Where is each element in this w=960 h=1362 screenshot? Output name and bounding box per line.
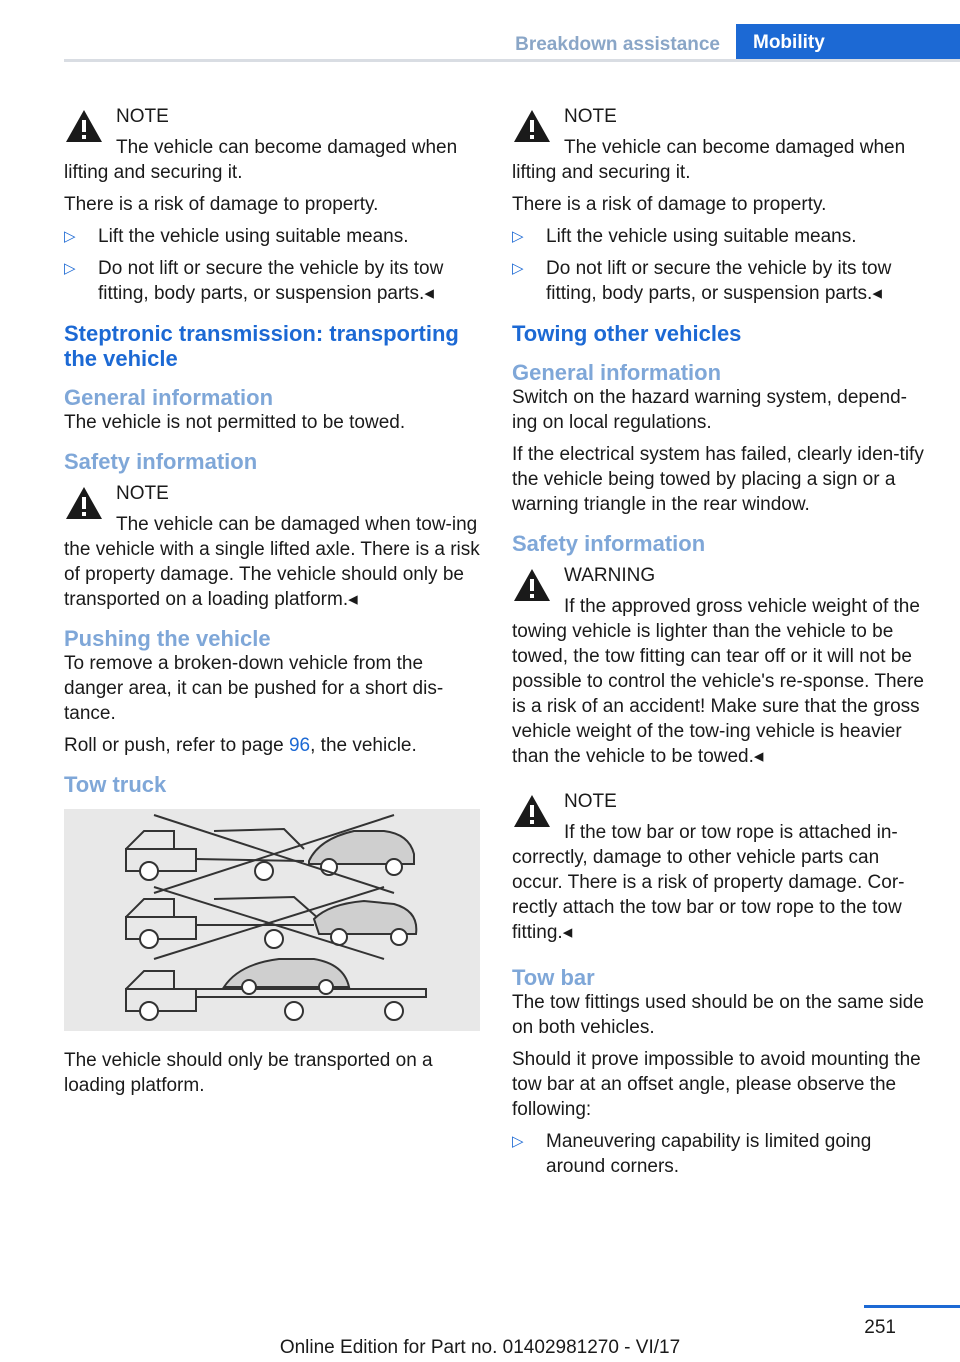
general-text: If the electrical system has failed, clearly iden‐tify the vehicle being towed by placing a sign or a warning triangle in the rear window. — [512, 444, 924, 515]
towbar-text: Should it prove impossible to avoid mounting the tow bar at an offset angle, please observe the following: — [512, 1049, 921, 1120]
figure-caption: The vehicle should only be transported on a loading platform. — [64, 1050, 433, 1096]
triangle-bullet-icon: ▷ — [512, 1133, 524, 1150]
warning-triangle-icon — [64, 108, 104, 144]
list-item: ▷ Lift the vehicle using suitable means. — [512, 226, 857, 247]
note-text: If the tow bar or tow rope is attached in‐correctly, damage to other vehicle parts can occur. There is a risk of property damage. Cor‐rectly attach the tow bar or tow rope to the tow fitting.◂ — [512, 822, 905, 943]
note-text: The vehicle can become damaged when lifting and securing it. — [512, 137, 906, 183]
left-column — [64, 102, 480, 1105]
heading-general-information: General information — [64, 385, 274, 410]
note-callout — [64, 102, 480, 185]
list-item: ▷ Maneuvering capability is limited going around corners. — [512, 1131, 872, 1177]
heading-pushing: Pushing the vehicle — [64, 626, 271, 651]
note-text: The vehicle can become damaged when lifting and securing it. — [64, 137, 458, 183]
page-number: 251 — [864, 1317, 896, 1338]
warning-triangle-icon — [512, 108, 552, 144]
note-callout — [64, 479, 480, 612]
list-item: ▷ Do not lift or secure the vehicle by its tow fitting, body parts, or suspension parts.◂ — [512, 258, 892, 304]
instruction-list — [64, 224, 480, 306]
risk-text: There is a risk of damage to property. — [512, 194, 827, 215]
heading-general-information: General information — [512, 360, 722, 385]
general-text: The vehicle is not permitted to be towed. — [64, 412, 406, 433]
right-column — [512, 102, 928, 1186]
heading-steptronic: Steptronic transmission: transporting the vehicle — [64, 321, 459, 371]
roll-text: Roll or push, refer to page 96, the vehicle. — [64, 735, 417, 756]
heading-tow-truck: Tow truck — [64, 772, 167, 797]
warning-triangle-icon — [64, 485, 104, 521]
instruction-list — [512, 1129, 928, 1179]
pushing-text: To remove a broken-down vehicle from the danger area, it can be pushed for a short dis‐tance. — [64, 653, 444, 724]
warning-triangle-icon — [512, 793, 552, 829]
warning-text: If the approved gross vehicle weight of the towing vehicle is lighter than the vehicle to be towed, the tow fitting can tear off or it will not be possible to control the vehicle's re‐sponse. There is a risk of an accident! Make sure that the gross vehicle weight of the tow‐ing vehicle is heavier than the vehicle to be towed.◂ — [512, 596, 924, 767]
footer-rule — [864, 1305, 960, 1308]
heading-towing-other-vehicles: Towing other vehicles — [512, 321, 742, 346]
triangle-bullet-icon: ▷ — [512, 228, 524, 245]
note-label: NOTE — [564, 106, 617, 127]
section-tab[interactable]: Breakdown assistance — [515, 34, 720, 55]
warning-label: WARNING — [564, 565, 656, 586]
list-item: ▷ Lift the vehicle using suitable means. — [64, 226, 409, 247]
heading-safety-information: Safety information — [64, 449, 258, 474]
chapter-tab[interactable]: Mobility — [736, 24, 960, 62]
instruction-list — [512, 224, 928, 306]
triangle-bullet-icon: ▷ — [512, 260, 524, 277]
general-text: Switch on the hazard warning system, depend‐ing on local regulations. — [512, 387, 907, 433]
header-rule — [64, 59, 960, 62]
note-callout — [512, 787, 928, 945]
note-label: NOTE — [116, 483, 169, 504]
towbar-text: The tow fittings used should be on the same side on both vehicles. — [512, 992, 924, 1038]
warning-triangle-icon — [512, 567, 552, 603]
note-label: NOTE — [116, 106, 169, 127]
triangle-bullet-icon: ▷ — [64, 260, 76, 277]
edition-text: Online Edition for Part no. 01402981270 - VI/17 — [279, 1337, 681, 1358]
risk-text: There is a risk of damage to property. — [64, 194, 379, 215]
heading-safety-information: Safety information — [512, 531, 706, 556]
triangle-bullet-icon: ▷ — [64, 228, 76, 245]
heading-tow-bar: Tow bar — [512, 965, 595, 990]
note-label: NOTE — [564, 791, 617, 812]
warning-callout — [512, 561, 928, 769]
note-text: The vehicle can be damaged when tow‐ing the vehicle with a single lifted axle. There is a risk of property damage. The vehicle should only be transported on a loading platform.◂ — [64, 514, 480, 610]
tow-truck-illustration — [64, 809, 480, 1031]
page-link[interactable]: 96 — [288, 735, 311, 756]
page-header — [64, 24, 960, 62]
list-item: ▷ Do not lift or secure the vehicle by its tow fitting, body parts, or suspension parts.◂ — [64, 258, 444, 304]
note-callout — [512, 102, 928, 185]
